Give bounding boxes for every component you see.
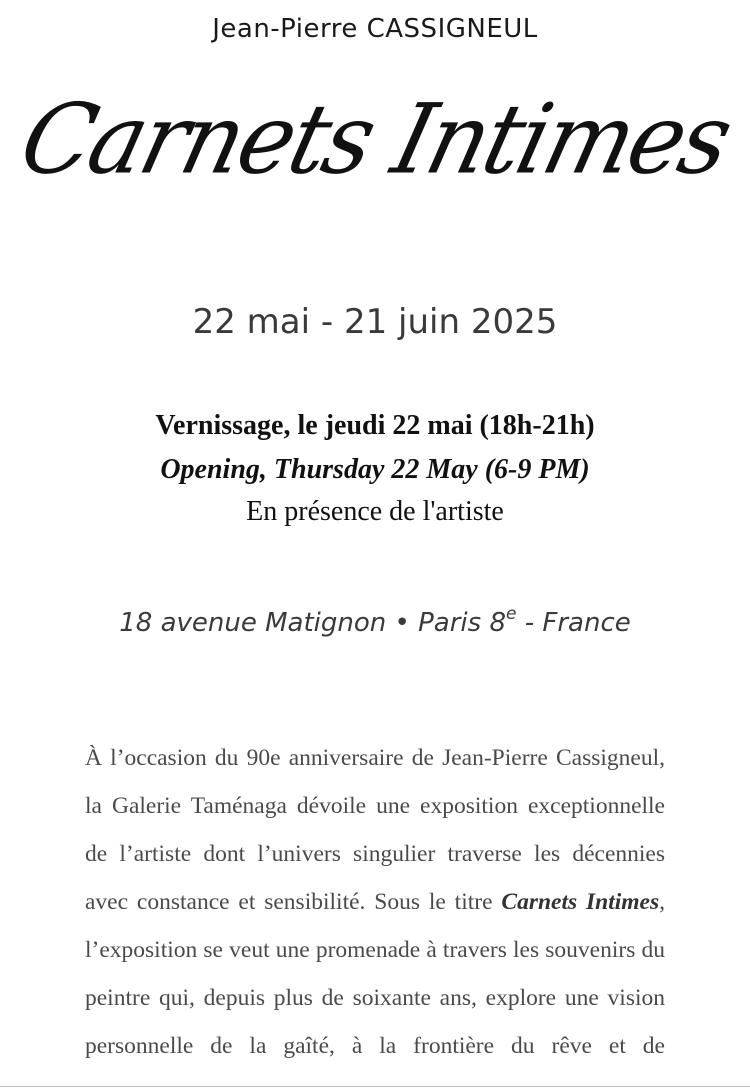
exhibition-title-container [0, 70, 750, 210]
description-part-2: , l’exposition se veut une promenade à travers les souvenirs du peintre qui, depuis plus de soixante ans, explore une vision personnelle de la gaîté, à la frontière du rêve et de [85, 889, 666, 1059]
address-country: - France [516, 608, 631, 638]
exhibition-title: Carnets Intimes [9, 83, 741, 196]
address-superscript: e [506, 604, 517, 624]
description-text [85, 734, 665, 1070]
artist-name: Jean-Pierre CASSIGNEUL [212, 14, 538, 44]
address-street-city: 18 avenue Matignon • Paris 8 [119, 608, 507, 638]
description-part-1: À l’occasion du 90e anniversaire de Jean-Pierre Cassigneul, la Galerie Taménaga dévoile une exposition exceptionnelle de l’artiste dont l’univers singulier traverse les décennies avec constance et sensibilité. Sous le titre [85, 745, 665, 915]
bottom-divider [0, 1086, 750, 1087]
opening-info [0, 406, 750, 532]
exhibition-dates: 22 mai - 21 juin 2025 [192, 302, 558, 342]
opening-french: Vernissage, le jeudi 22 mai (18h-21h) [155, 410, 595, 441]
gallery-address [0, 604, 750, 638]
description-emphasis: Carnets Intimes [501, 889, 660, 915]
description-paragraph [85, 734, 665, 1070]
artist-presence: En présence de l'artiste [246, 496, 504, 527]
opening-english: Opening, Thursday 22 May (6-9 PM) [160, 454, 590, 485]
